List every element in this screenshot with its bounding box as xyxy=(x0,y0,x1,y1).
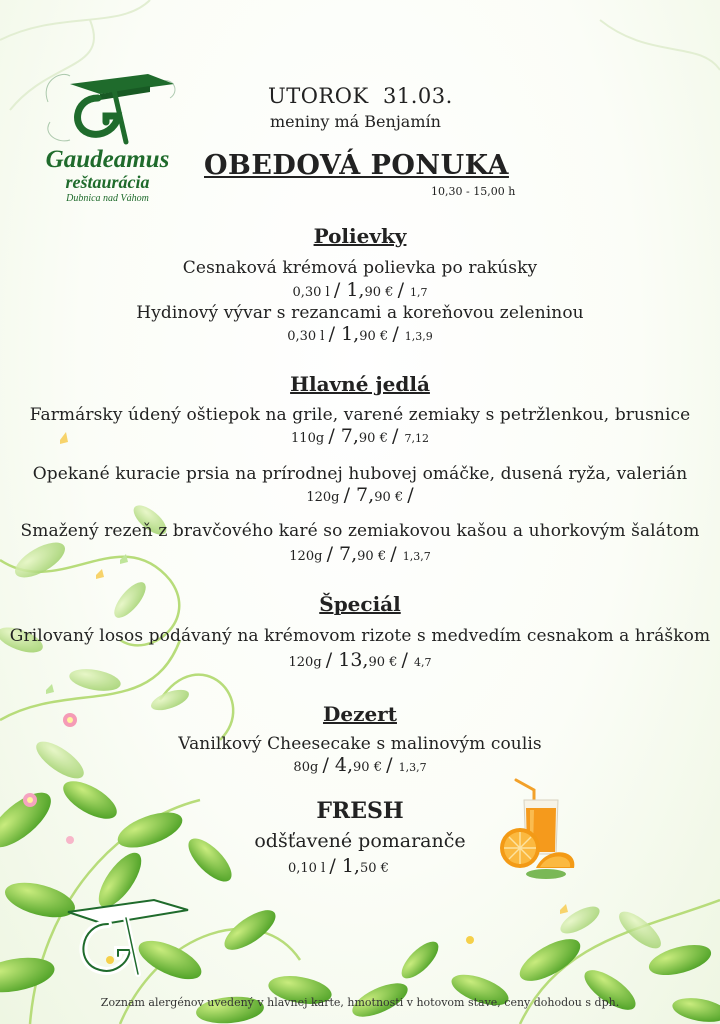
item-quantity: 110g xyxy=(291,431,325,446)
item-quantity: 120g xyxy=(289,549,323,564)
menu-item-name: Opekané kuracie prsia na prírodnej hubovej omáčke, dusená ryža, valerián xyxy=(32,464,688,484)
item-allergens: 1,3,9 xyxy=(404,330,433,343)
day-date: UTOROK 31.03. xyxy=(268,84,453,108)
item-allergens: 4,7 xyxy=(414,656,432,669)
menu-item-name: Vanilkový Cheesecake s malinovým coulis xyxy=(178,734,542,754)
section-heading-dessert: Dezert xyxy=(323,702,397,726)
item-quantity: 120g xyxy=(306,490,340,505)
menu-item-name: Grilovaný losos podávaný na krémovom rizote s medvedím cesnakom a hráškom xyxy=(9,626,711,646)
restaurant-subtitle: reštaurácia xyxy=(65,172,150,192)
menu-item-price-line: 0,30 l / 1,90 € / 1,3,9 xyxy=(287,323,433,345)
menu-item-price-line: 80g / 4,90 € / 1,3,7 xyxy=(293,754,427,776)
page-title: OBEDOVÁ PONUKA xyxy=(204,150,509,181)
fresh-price-line: 0,10 l / 1,50 € xyxy=(288,855,389,877)
gaudeamus-logo-icon xyxy=(40,62,180,150)
item-price-main: 13, xyxy=(338,649,369,671)
item-price-main: 7, xyxy=(340,425,359,447)
item-price-decimal: 90 € xyxy=(358,431,388,446)
item-price-main: 7, xyxy=(339,543,358,565)
item-price-decimal: 90 € xyxy=(353,760,382,775)
section-heading-special: Špeciál xyxy=(319,592,401,616)
menu-item-name: Smažený rezeň z bravčového karé so zemiakovou kašou a uhorkovým šalátom xyxy=(20,521,700,541)
item-quantity: 0,30 l xyxy=(287,329,325,344)
menu-item-name: Hydinový vývar s rezancami a koreňovou zeleninou xyxy=(136,303,584,323)
opening-hours: 10,30 - 15,00 h xyxy=(431,185,516,198)
item-allergens: 1,3,7 xyxy=(398,761,427,774)
item-price-decimal: 90 € xyxy=(374,490,404,505)
item-allergens: 7,12 xyxy=(404,432,429,445)
item-quantity: 80g xyxy=(293,760,319,775)
item-quantity: 0,30 l xyxy=(292,285,330,300)
restaurant-name: Gaudeamus xyxy=(45,146,170,173)
item-allergens: 1,7 xyxy=(410,286,428,299)
item-allergens: 1,3,7 xyxy=(402,550,431,563)
fresh-item-name: odšťavené pomaranče xyxy=(254,830,466,852)
menu-item-name: Cesnaková krémová polievka po rakúsky xyxy=(182,258,538,278)
item-price-decimal: 90 € xyxy=(359,329,389,344)
section-heading-main-dishes: Hlavné jedlá xyxy=(290,372,430,396)
menu-item-price-line: 120g / 13,90 € / 4,7 xyxy=(288,649,432,671)
orange-juice-glass-icon xyxy=(490,776,582,880)
menu-item-price-line: 120g / 7,90 € / xyxy=(306,484,414,506)
footer-note: Zoznam alergénov uvedený v hlavnej karte, hmotnosti v hotovom stave, ceny dohodou s dph. xyxy=(100,996,620,1009)
restaurant-town: Dubnica nad Váhom xyxy=(66,193,149,204)
item-quantity: 120g xyxy=(288,655,322,670)
menu-item-name: Farmársky údený oštiepok na grile, varené zemiaky s petržlenkou, brusnice xyxy=(29,405,691,425)
item-price-main: 1, xyxy=(341,323,360,345)
item-price-decimal: 90 € xyxy=(368,655,398,670)
item-quantity: 0,10 l xyxy=(288,861,326,876)
section-heading-soups: Polievky xyxy=(313,224,407,248)
section-heading-fresh: FRESH xyxy=(316,798,404,824)
menu-item-price-line: 110g / 7,90 € / 7,12 xyxy=(291,425,429,447)
item-price-decimal: 90 € xyxy=(357,549,387,564)
item-price-main: 4, xyxy=(334,754,354,776)
item-price-main: 1, xyxy=(341,855,360,877)
item-price-main: 7, xyxy=(356,484,375,506)
menu-item-price-line: 120g / 7,90 € / 1,3,7 xyxy=(289,543,431,565)
item-price-decimal: 90 € xyxy=(364,285,394,300)
item-price-decimal: 50 € xyxy=(359,861,389,876)
item-price-main: 1, xyxy=(346,279,365,301)
menu-item-price-line: 0,30 l / 1,90 € / 1,7 xyxy=(292,279,428,301)
gaudeamus-watermark-logo-icon xyxy=(58,894,198,980)
nameday: meniny má Benjamín xyxy=(270,112,441,131)
